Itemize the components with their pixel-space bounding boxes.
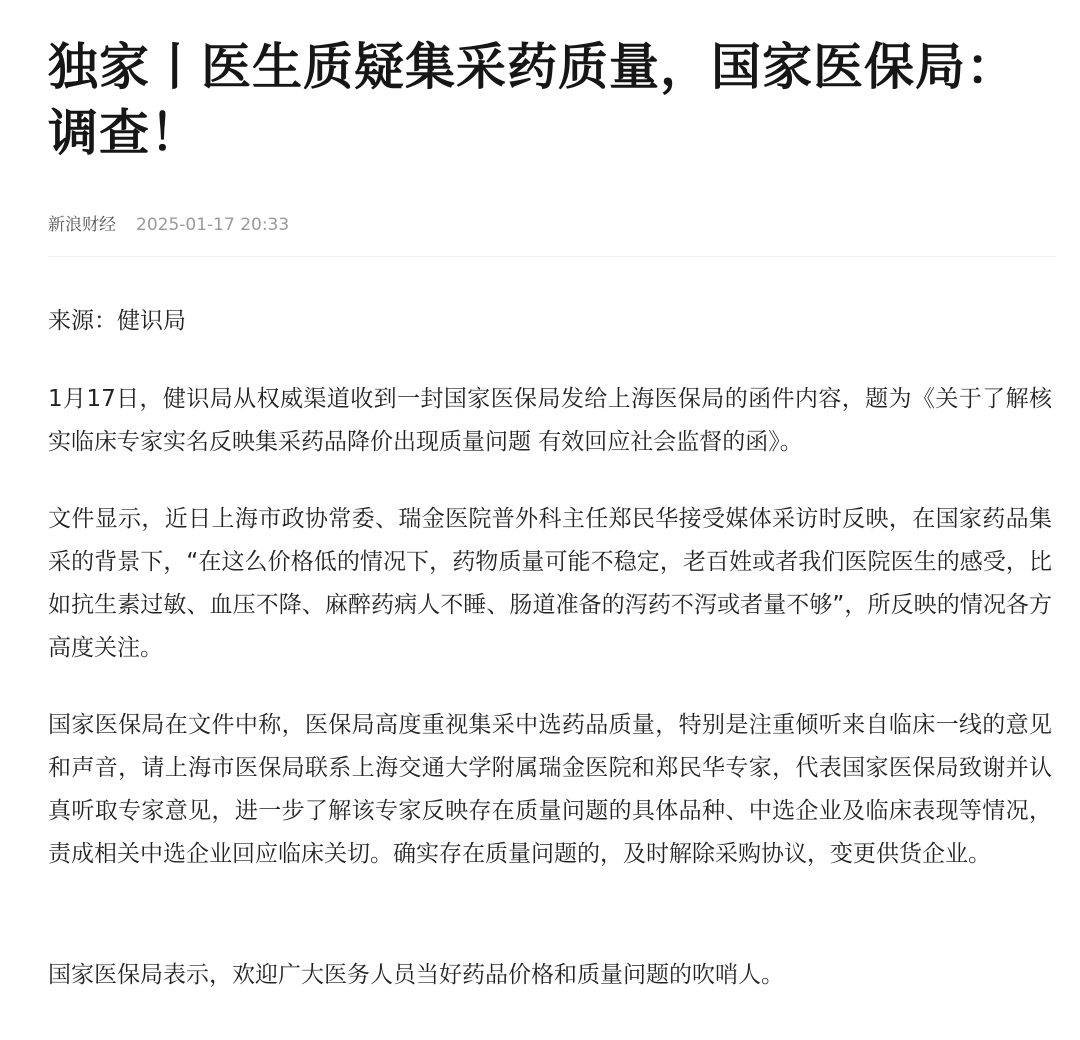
paragraph-4: 国家医保局表示，欢迎广大医务人员当好药品价格和质量问题的吹哨人。 [48,962,784,988]
article-title: 独家丨医生质疑集采药质量，国家医保局：调查！ [48,38,1017,162]
paragraph-3: 国家医保局在文件中称，医保局高度重视集采中选药品质量，特别是注重倾听来自临床一线的意见和声音，请上海市医保局联系上海交通大学附属瑞金医院和郑民华专家，代表国家医保局致谢并认真听取专家意见，进一步了解该专家反映存在质量问题的具体品种、中选企业及临床表现等情况，责成相关中选企业回应临床关切。确实存在质量问题的，及时解除采购协议，变更供货企业。 [48,712,1052,867]
source-name[interactable]: 新浪财经 [48,215,116,235]
article-meta [48,213,289,237]
publish-datetime: 2025-01-17 20:33 [136,215,290,235]
paragraph-2: 文件显示，近日上海市政协常委、瑞金医院普外科主任郑民华接受媒体采访时反映，在国家药品集采的背景下，“在这么价格低的情况下，药物质量可能不稳定，老百姓或者我们医院医生的感受，比如抗生素过敏、血压不降、麻醉药病人不睡、肠道准备的泻药不泻或者量不够”，所反映的情况各方高度关注。 [48,506,1052,661]
source-line: 来源：健识局 [48,308,186,334]
meta-divider [48,256,1056,257]
paragraph-1: 1月17日，健识局从权威渠道收到一封国家医保局发给上海医保局的函件内容，题为《关于了解核实临床专家实名反映集采药品降价出现质量问题 有效回应社会监督的函》。 [48,386,1052,455]
